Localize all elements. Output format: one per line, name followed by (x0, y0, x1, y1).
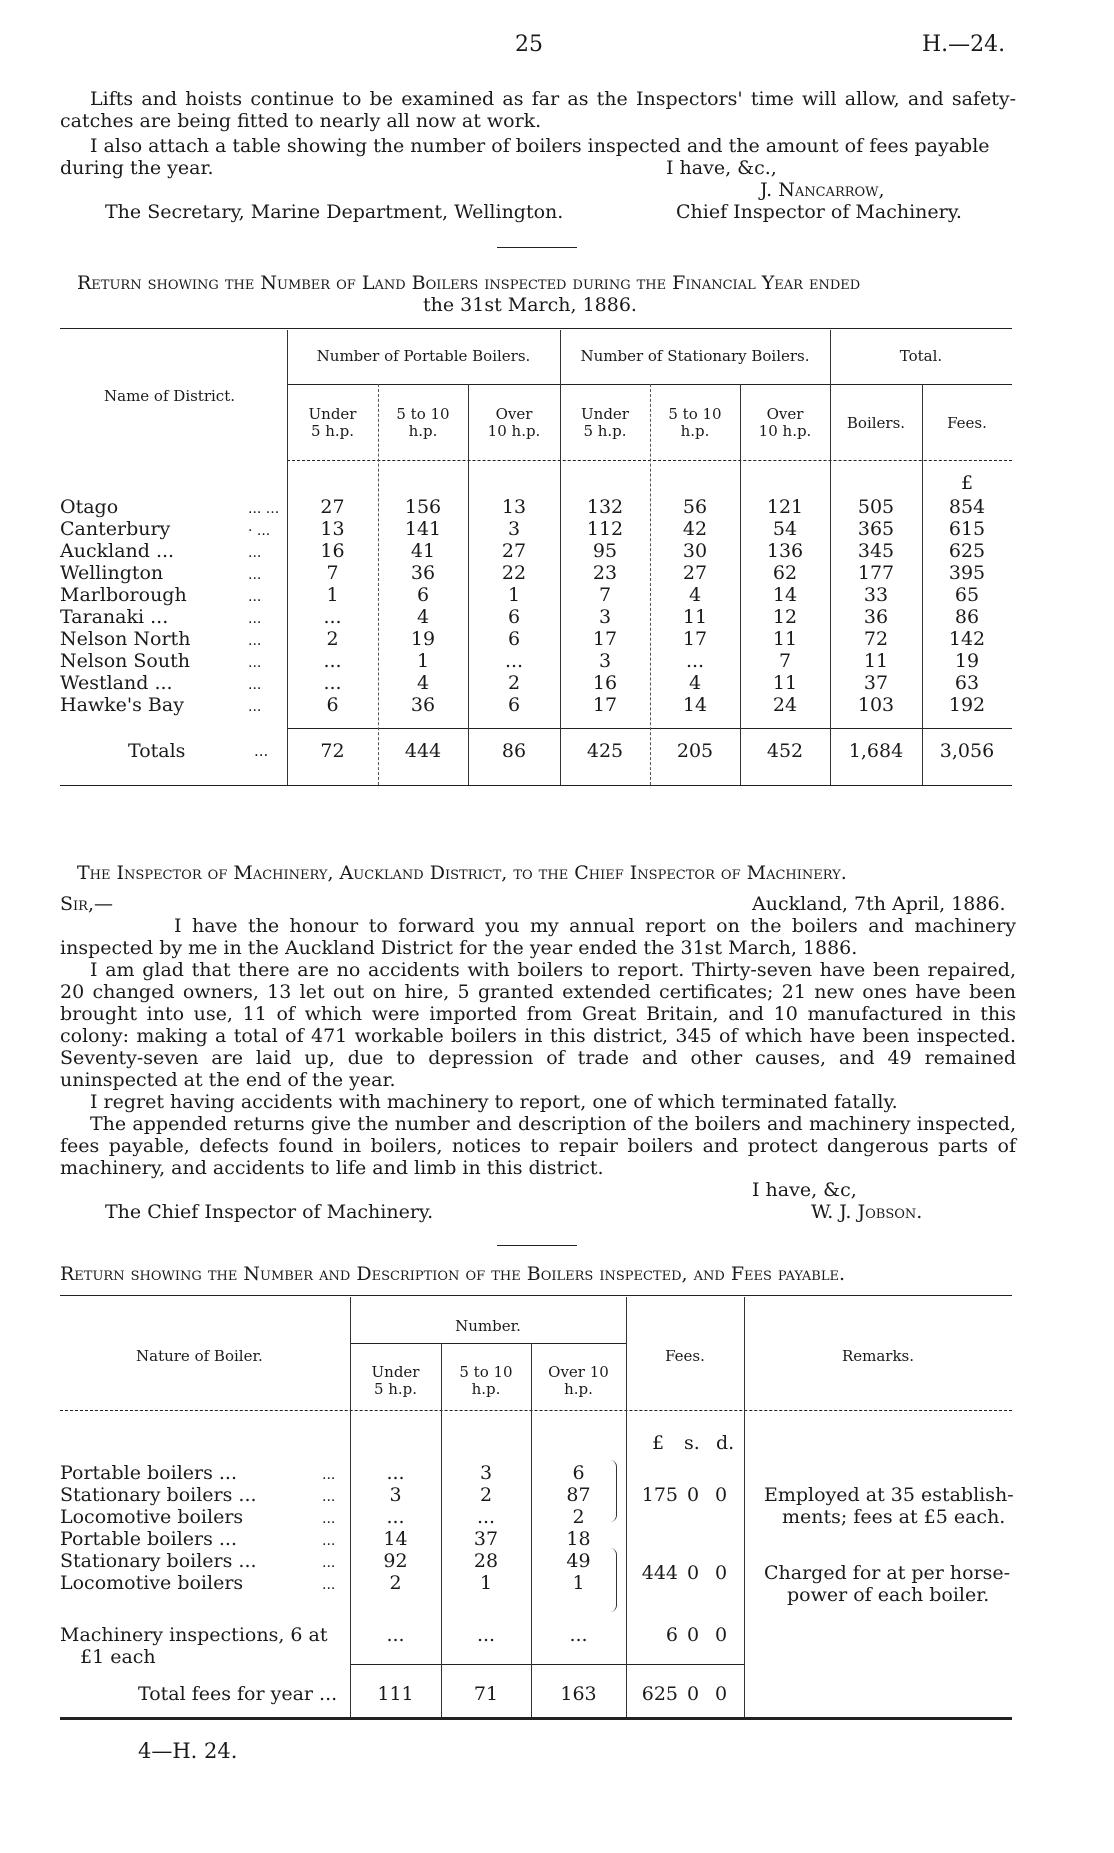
table-cell: 16 (592, 672, 618, 694)
return2-mach-under: ... (386, 1624, 405, 1646)
return2-total-under: 111 (377, 1683, 414, 1705)
leader-dots: ... ... (248, 501, 280, 517)
district-name: Westland ... (60, 672, 173, 694)
table-cell: 3 (598, 606, 612, 628)
table-cell: ... (323, 650, 342, 672)
letter2-body (60, 915, 1016, 1179)
table-cell: 395 (948, 562, 986, 584)
table-cell: 37 (473, 1528, 499, 1550)
table-cell: 2 (572, 1506, 585, 1528)
table-cell: 2 (479, 1484, 493, 1506)
table-cell: 87 (566, 1484, 591, 1506)
return2-fee-group2-l: 444 (641, 1562, 678, 1584)
table-cell: 62 (772, 562, 798, 584)
return2-top-rule (60, 1295, 1012, 1296)
return2-col-fees: Fees. (665, 1347, 705, 1365)
table-cell: 11 (772, 672, 798, 694)
separator-rule (497, 247, 577, 248)
letter2-p4: The appended returns give the number and description of the boilers and machinery inspected, fees payable, defects found in boilers, notices to repair boilers and protect dangerous parts of machinery, and accidents to life and limb in this district. (60, 1113, 1016, 1179)
table-cell: 6 (416, 584, 430, 606)
return2-col-nature: Nature of Boiler. (136, 1347, 263, 1365)
return2-fee-group1-s: 0 (686, 1484, 700, 1506)
table-cell: 11 (682, 606, 708, 628)
table-cell: 345 (857, 540, 895, 562)
letter2-p1: I have the honour to forward you my annual report on the boilers and machinery inspected by me in the Auckland District for the year ended the 31st March, 1886. (60, 915, 1016, 959)
table-cell: 17 (592, 628, 618, 650)
leader-dots: ... (248, 655, 262, 671)
letter2-signer: W. J. Jobson. (811, 1201, 923, 1223)
totals-cell: 3,056 (939, 740, 995, 762)
letter2-salutation: Sir,— (60, 893, 113, 915)
table-cell: 18 (566, 1528, 591, 1550)
table-cell: 365 (857, 518, 895, 540)
table-cell: 6 (507, 694, 521, 716)
return2-remark1-line1: Employed at 35 establish- (764, 1484, 1014, 1506)
letter2-p2: I am glad that there are no accidents with boilers to report. Thirty-seven have been repaired, 20 changed owners, 13 let out on hire, 5 granted extended certificates; 21 new ones have been brought into use, 11 of which were imported from Great Britain, and 10 manufactured in this colony: making a total of 471 workable boilers in this district, 345 of which have been inspected. Seventy-seven are laid up, due to depression of trade and other causes, and 49 remained uninspected at the end of the year. (60, 959, 1016, 1091)
table-cell: 7 (598, 584, 612, 606)
table-cell: 86 (954, 606, 980, 628)
intro-p2b: during the year. (60, 157, 214, 179)
table-cell: 7 (778, 650, 792, 672)
letter2-p3: I regret having accidents with machinery to report, one of which terminated fatally. (90, 1091, 898, 1113)
table-cell: 13 (501, 496, 527, 518)
bracket-group2 (610, 1548, 617, 1612)
table-cell: 2 (389, 1572, 402, 1594)
table-cell: 22 (501, 562, 527, 584)
table-cell: 11 (772, 628, 798, 650)
intro-addressee: The Secretary, Marine Department, Wellington. (105, 201, 564, 223)
table-cell: 12 (772, 606, 798, 628)
return1-totals-label: Totals (128, 740, 186, 762)
intro-p1: Lifts and hoists continue to be examined as far as the Inspectors' time will allow, and safety-catches are being fitted to nearly all now at work. (60, 88, 1016, 132)
table-cell: 2 (326, 628, 339, 650)
return1-title-line2: the 31st March, 1886. (423, 294, 637, 316)
district-name: Wellington (60, 562, 164, 584)
boiler-nature: Locomotive boilers (60, 1506, 244, 1528)
return1-subhead-over: Over 10 h.p. (758, 405, 812, 440)
leader-dots: ... (248, 589, 262, 605)
district-name: Nelson South (60, 650, 190, 672)
table-cell: 121 (766, 496, 804, 518)
totals-cell: 452 (766, 740, 804, 762)
return2-mach-fee-l: 6 (665, 1624, 678, 1646)
totals-cell: 86 (501, 740, 527, 762)
table-cell: ... (386, 1462, 405, 1484)
table-cell: ... (323, 606, 342, 628)
table-cell: 14 (772, 584, 798, 606)
leader-dots: ... (322, 1467, 336, 1483)
table-cell: 6 (326, 694, 339, 716)
page-number: 25 (515, 32, 543, 57)
return1-subhead-over: Over 10 h.p. (487, 405, 541, 440)
table-cell: 6 (572, 1462, 585, 1484)
district-name: Taranaki ... (60, 606, 169, 628)
return2-currency-d: d. (716, 1432, 735, 1454)
intro-i-have: I have, &c., (666, 157, 777, 179)
table-cell: 112 (586, 518, 624, 540)
table-cell: 4 (688, 584, 702, 606)
return2-mach-5to10: ... (476, 1624, 496, 1646)
table-cell: 54 (772, 518, 798, 540)
district-name: Canterbury (60, 518, 171, 540)
table-cell: 36 (863, 606, 889, 628)
return2-subhead-over: Over 10 h.p. (548, 1363, 609, 1398)
return2-subhead-under: Under 5 h.p. (371, 1363, 420, 1398)
return1-title-line1: Return showing the Number of Land Boilers inspected during the Financial Year ended (77, 272, 861, 294)
separator-rule (497, 1245, 577, 1246)
table-cell: ... (476, 1506, 496, 1528)
table-cell: 37 (863, 672, 889, 694)
return1-col-district: Name of District. (104, 387, 236, 405)
table-cell: 1 (507, 584, 521, 606)
return1-bottom-rule (60, 785, 1012, 786)
return2-total-fee-d: 0 (714, 1683, 728, 1705)
boiler-nature: Stationary boilers ... (60, 1484, 257, 1506)
return2-mach-fee-d: 0 (714, 1624, 728, 1646)
table-cell: 142 (948, 628, 986, 650)
return2-remark2-line2: power of each boiler. (787, 1584, 990, 1606)
return2-fee-group1-l: 175 (641, 1484, 678, 1506)
return1-subhead-5to10: 5 to 10 h.p. (668, 405, 722, 440)
leader-dots: ... (248, 567, 262, 583)
table-cell: 854 (948, 496, 986, 518)
return2-remark2-line1: Charged for at per horse- (764, 1562, 1011, 1584)
totals-cell: 72 (320, 740, 345, 762)
intro-signer-title: Chief Inspector of Machinery. (676, 201, 962, 223)
return1-top-rule (60, 328, 1012, 329)
boiler-nature: Locomotive boilers (60, 1572, 244, 1594)
letter2-place-date: Auckland, 7th April, 1886. (752, 893, 1006, 915)
return1-subhead-under: Under 5 h.p. (308, 405, 357, 440)
table-cell: 3 (598, 650, 612, 672)
leader-dots: ... (248, 611, 262, 627)
table-cell: 192 (948, 694, 986, 716)
table-cell: 3 (389, 1484, 402, 1506)
totals-cell: 444 (404, 740, 442, 762)
return2-header-bottom-rule (60, 1410, 1012, 1411)
leader-dots: ... (248, 633, 262, 649)
table-cell: 4 (688, 672, 702, 694)
leader-dots: ... (322, 1555, 336, 1571)
return1-group-portable: Number of Portable Boilers. (316, 347, 531, 365)
table-cell: 7 (326, 562, 339, 584)
intro-p2a: I also attach a table showing the number of boilers inspected and the amount of fees payable (90, 135, 990, 157)
table-cell: 65 (954, 584, 980, 606)
leader-dots: ... (322, 1577, 336, 1593)
district-name: Nelson North (60, 628, 191, 650)
table-cell: 505 (857, 496, 895, 518)
table-cell: 4 (416, 606, 430, 628)
totals-cell: 1,684 (848, 740, 904, 762)
table-cell: 6 (507, 628, 521, 650)
leader-dots: · ... (248, 523, 271, 539)
footer-signature: 4—H. 24. (138, 1739, 238, 1763)
table-cell: 24 (772, 694, 798, 716)
leader-dots: ... (322, 1489, 336, 1505)
return2-col-number: Number. (455, 1317, 521, 1335)
boiler-nature: Portable boilers ... (60, 1462, 238, 1484)
table-cell: 1 (479, 1572, 493, 1594)
return2-subhead-5to10: 5 to 10 h.p. (459, 1363, 513, 1398)
table-cell: 27 (682, 562, 708, 584)
return2-col-remarks: Remarks. (841, 1347, 915, 1365)
table-cell: 63 (954, 672, 980, 694)
boiler-nature: Stationary boilers ... (60, 1550, 257, 1572)
table-cell: 156 (404, 496, 442, 518)
table-cell: 56 (682, 496, 708, 518)
letter2-addressee: The Chief Inspector of Machinery. (105, 1201, 434, 1223)
table-cell: ... (685, 650, 705, 672)
bracket-group1 (610, 1460, 617, 1522)
return1-subhead-boilers: Boilers. (846, 414, 906, 432)
boiler-nature: Portable boilers ... (60, 1528, 238, 1550)
table-cell: 1 (572, 1572, 585, 1594)
document-ref: H.—24. (922, 32, 1006, 57)
district-name: Hawke's Bay (60, 694, 184, 716)
table-cell: ... (323, 672, 342, 694)
table-cell: 625 (948, 540, 986, 562)
table-cell: 33 (863, 584, 889, 606)
table-cell: 28 (473, 1550, 499, 1572)
district-name: Auckland ... (60, 540, 175, 562)
table-cell: 615 (948, 518, 986, 540)
table-cell: ... (504, 650, 524, 672)
return2-fee-group1-d: 0 (714, 1484, 728, 1506)
return2-remark1-line2: ments; fees at £5 each. (782, 1506, 1006, 1528)
return2-total-label: Total fees for year ... (138, 1683, 338, 1705)
letter2-i-have: I have, &c, (752, 1179, 857, 1201)
table-cell: 27 (320, 496, 345, 518)
table-cell: 92 (383, 1550, 408, 1572)
table-cell: 36 (410, 562, 436, 584)
return1-group-stationary: Number of Stationary Boilers. (580, 347, 810, 365)
return1-currency: £ (960, 472, 974, 494)
return2-currency-l: £ (652, 1432, 665, 1454)
table-cell: 141 (404, 518, 442, 540)
letter2-heading: The Inspector of Machinery, Auckland District, to the Chief Inspector of Machinery. (77, 862, 847, 884)
table-cell: 177 (857, 562, 895, 584)
table-cell: 136 (766, 540, 804, 562)
table-cell: 23 (592, 562, 618, 584)
return2-mach-over: ... (569, 1624, 588, 1646)
intro-signer: J. Nancarrow, (760, 179, 885, 201)
return2-mach-fee-s: 0 (686, 1624, 700, 1646)
table-cell: 27 (501, 540, 527, 562)
table-cell: 36 (410, 694, 436, 716)
table-cell: 103 (857, 694, 895, 716)
return2-total-fee-l: 625 (641, 1683, 678, 1705)
table-cell: 19 (410, 628, 436, 650)
table-cell: 19 (954, 650, 980, 672)
return2-fee-group2-s: 0 (686, 1562, 700, 1584)
return2-mach-label-2: £1 each (80, 1646, 156, 1668)
table-cell: 6 (507, 606, 521, 628)
table-cell: 16 (320, 540, 345, 562)
table-cell: ... (386, 1506, 405, 1528)
table-cell: 13 (320, 518, 345, 540)
return2-mach-label-1: Machinery inspections, 6 at (60, 1624, 328, 1646)
return1-subhead-under: Under 5 h.p. (581, 405, 629, 440)
totals-cell: 425 (586, 740, 624, 762)
return1-totals-dots: ... (254, 742, 269, 760)
table-cell: 41 (410, 540, 436, 562)
table-cell: 1 (416, 650, 430, 672)
totals-cell: 205 (676, 740, 714, 762)
return1-subhead-5to10: 5 to 10 h.p. (396, 405, 450, 440)
district-name: Otago (60, 496, 119, 518)
district-name: Marlborough (60, 584, 187, 606)
leader-dots: ... (322, 1533, 336, 1549)
table-cell: 17 (592, 694, 618, 716)
return2-currency-s: s. (684, 1432, 700, 1454)
table-cell: 1 (326, 584, 339, 606)
table-cell: 30 (682, 540, 708, 562)
table-cell: 14 (682, 694, 708, 716)
table-cell: 2 (507, 672, 521, 694)
table-cell: 49 (566, 1550, 591, 1572)
return1-group-total: Total. (899, 347, 943, 365)
return2-fee-group2-d: 0 (714, 1562, 728, 1584)
intro-paragraph (60, 88, 1016, 132)
table-cell: 132 (586, 496, 624, 518)
table-cell: 95 (592, 540, 618, 562)
return2-number-subrule (350, 1343, 626, 1344)
return2-total-fee-s: 0 (686, 1683, 700, 1705)
table-cell: 42 (682, 518, 708, 540)
table-cell: 4 (416, 672, 430, 694)
table-cell: 14 (383, 1528, 408, 1550)
leader-dots: ... (248, 699, 262, 715)
return2-total-rule (350, 1664, 744, 1665)
return2-bottom-rule (60, 1717, 1012, 1720)
return1-subhead-fees: Fees. (947, 414, 987, 432)
leader-dots: ... (322, 1511, 336, 1527)
table-cell: 3 (479, 1462, 493, 1484)
table-cell: 11 (863, 650, 889, 672)
return2-total-5to10: 71 (473, 1683, 499, 1705)
leader-dots: ... (248, 677, 262, 693)
leader-dots: ... (248, 545, 262, 561)
table-cell: 17 (682, 628, 708, 650)
return2-total-over: 163 (560, 1683, 597, 1705)
return2-title: Return showing the Number and Description of the Boilers inspected, and Fees payable. (60, 1263, 846, 1285)
table-cell: 72 (863, 628, 889, 650)
table-cell: 3 (507, 518, 521, 540)
